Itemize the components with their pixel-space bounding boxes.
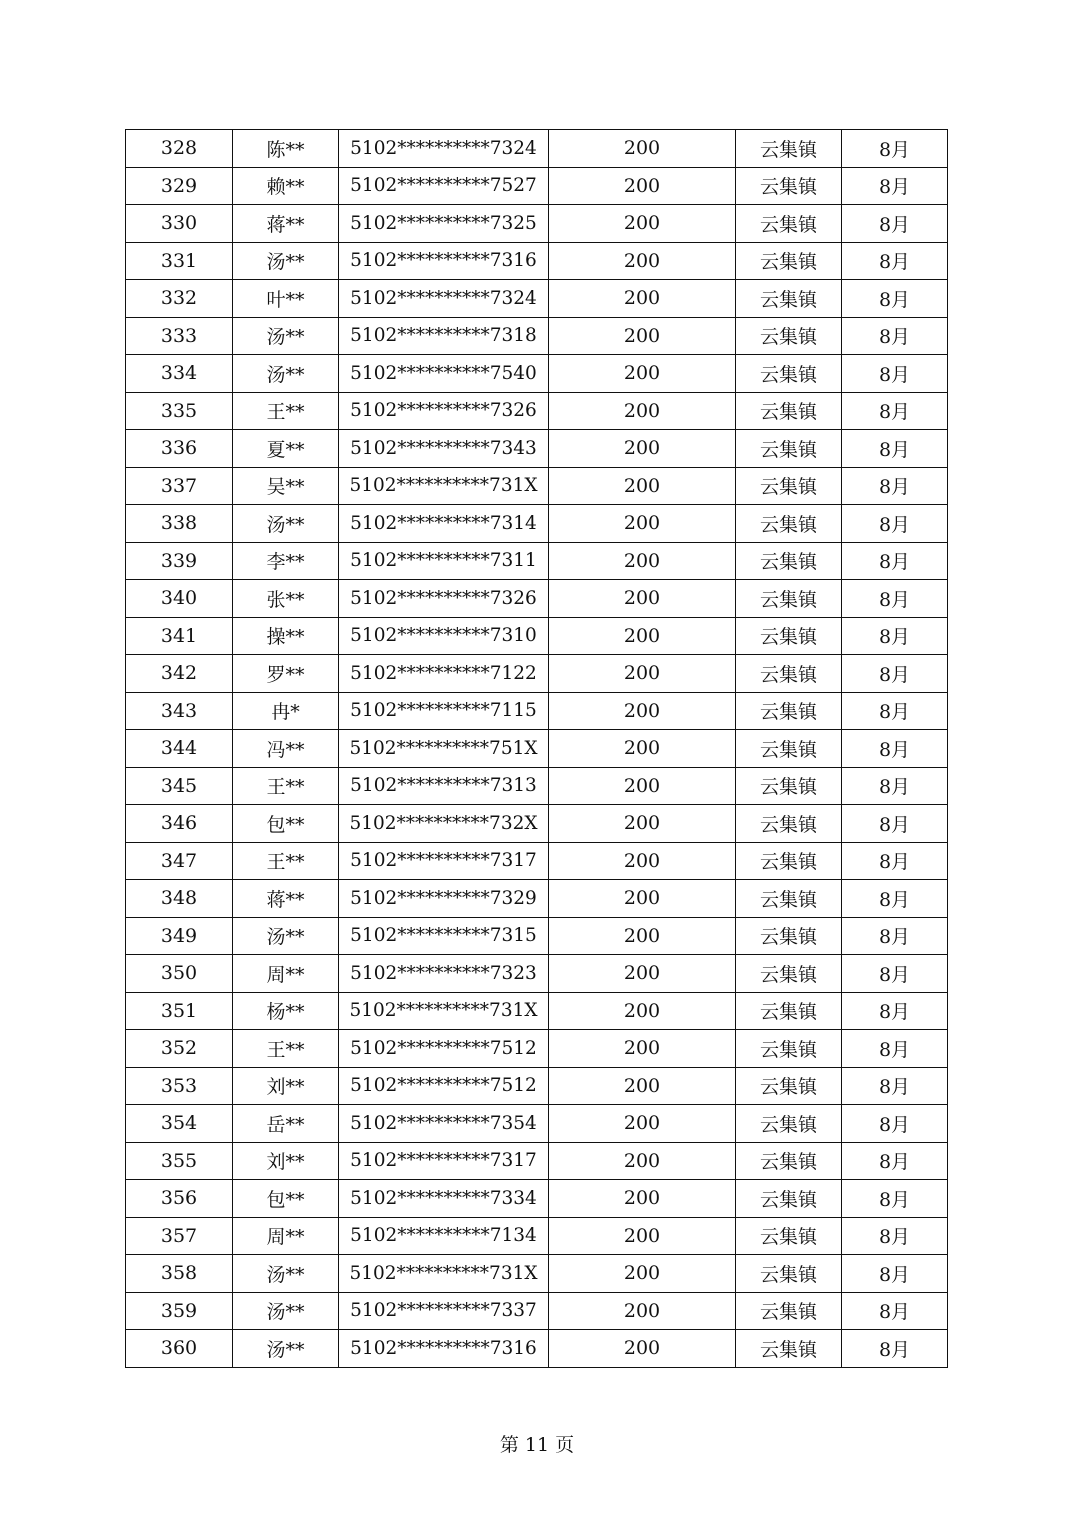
name-cell: 张**	[233, 580, 339, 618]
id-number-cell: 5102**********7329	[339, 880, 549, 918]
row-number-cell: 352	[126, 1030, 233, 1068]
town-cell: 云集镇	[736, 767, 842, 805]
month-cell: 8月	[842, 542, 948, 580]
name-cell: 汤**	[233, 242, 339, 280]
table-row	[126, 1030, 948, 1068]
row-number-cell: 351	[126, 992, 233, 1030]
id-number-cell: 5102**********7326	[339, 580, 549, 618]
row-number-cell: 336	[126, 430, 233, 468]
id-number-cell: 5102**********7316	[339, 242, 549, 280]
id-number-cell: 5102**********731X	[339, 992, 549, 1030]
town-cell: 云集镇	[736, 1030, 842, 1068]
town-cell: 云集镇	[736, 617, 842, 655]
month-cell: 8月	[842, 1142, 948, 1180]
table-row	[126, 392, 948, 430]
month-cell: 8月	[842, 1180, 948, 1218]
id-number-cell: 5102**********7314	[339, 505, 549, 543]
row-number-cell: 354	[126, 1105, 233, 1143]
name-cell: 冉*	[233, 692, 339, 730]
month-cell: 8月	[842, 655, 948, 693]
town-cell: 云集镇	[736, 542, 842, 580]
table-row	[126, 355, 948, 393]
month-cell: 8月	[842, 617, 948, 655]
name-cell: 周**	[233, 1217, 339, 1255]
town-cell: 云集镇	[736, 692, 842, 730]
id-number-cell: 5102**********7512	[339, 1067, 549, 1105]
id-number-cell: 5102**********7325	[339, 205, 549, 243]
row-number-cell: 335	[126, 392, 233, 430]
amount-cell: 200	[549, 1142, 736, 1180]
table-row	[126, 167, 948, 205]
table-row	[126, 955, 948, 993]
id-number-cell: 5102**********7512	[339, 1030, 549, 1068]
table-row	[126, 317, 948, 355]
id-number-cell: 5102**********7313	[339, 767, 549, 805]
id-number-cell: 5102**********7315	[339, 917, 549, 955]
table-row	[126, 617, 948, 655]
table-row	[126, 805, 948, 843]
town-cell: 云集镇	[736, 805, 842, 843]
month-cell: 8月	[842, 355, 948, 393]
id-number-cell: 5102**********7310	[339, 617, 549, 655]
name-cell: 王**	[233, 1030, 339, 1068]
town-cell: 云集镇	[736, 505, 842, 543]
row-number-cell: 345	[126, 767, 233, 805]
name-cell: 王**	[233, 842, 339, 880]
id-number-cell: 5102**********7316	[339, 1330, 549, 1368]
name-cell: 岳**	[233, 1105, 339, 1143]
row-number-cell: 329	[126, 167, 233, 205]
name-cell: 罗**	[233, 655, 339, 693]
page-number: 第 11 页	[499, 1434, 575, 1456]
row-number-cell: 341	[126, 617, 233, 655]
table-row	[126, 1330, 948, 1368]
table-row	[126, 505, 948, 543]
amount-cell: 200	[549, 617, 736, 655]
row-number-cell: 334	[126, 355, 233, 393]
table-row	[126, 542, 948, 580]
table-row	[126, 880, 948, 918]
month-cell: 8月	[842, 730, 948, 768]
town-cell: 云集镇	[736, 1217, 842, 1255]
id-number-cell: 5102**********731X	[339, 1255, 549, 1293]
amount-cell: 200	[549, 655, 736, 693]
month-cell: 8月	[842, 992, 948, 1030]
table-row	[126, 692, 948, 730]
row-number-cell: 339	[126, 542, 233, 580]
table-row	[126, 730, 948, 768]
id-number-cell: 5102**********7354	[339, 1105, 549, 1143]
name-cell: 汤**	[233, 317, 339, 355]
town-cell: 云集镇	[736, 205, 842, 243]
amount-cell: 200	[549, 1330, 736, 1368]
town-cell: 云集镇	[736, 1105, 842, 1143]
month-cell: 8月	[842, 842, 948, 880]
table-row	[126, 430, 948, 468]
name-cell: 刘**	[233, 1142, 339, 1180]
table-row	[126, 917, 948, 955]
amount-cell: 200	[549, 542, 736, 580]
amount-cell: 200	[549, 805, 736, 843]
name-cell: 叶**	[233, 280, 339, 318]
table-row	[126, 580, 948, 618]
month-cell: 8月	[842, 467, 948, 505]
town-cell: 云集镇	[736, 430, 842, 468]
amount-cell: 200	[549, 167, 736, 205]
name-cell: 汤**	[233, 1255, 339, 1293]
name-cell: 杨**	[233, 992, 339, 1030]
table-row	[126, 130, 948, 168]
month-cell: 8月	[842, 1067, 948, 1105]
town-cell: 云集镇	[736, 580, 842, 618]
name-cell: 吴**	[233, 467, 339, 505]
town-cell: 云集镇	[736, 842, 842, 880]
town-cell: 云集镇	[736, 167, 842, 205]
amount-cell: 200	[549, 917, 736, 955]
month-cell: 8月	[842, 280, 948, 318]
id-number-cell: 5102**********7311	[339, 542, 549, 580]
row-number-cell: 333	[126, 317, 233, 355]
id-number-cell: 5102**********732X	[339, 805, 549, 843]
table-row	[126, 280, 948, 318]
id-number-cell: 5102**********7317	[339, 1142, 549, 1180]
month-cell: 8月	[842, 130, 948, 168]
table-row	[126, 767, 948, 805]
town-cell: 云集镇	[736, 955, 842, 993]
amount-cell: 200	[549, 1292, 736, 1330]
name-cell: 王**	[233, 392, 339, 430]
amount-cell: 200	[549, 692, 736, 730]
id-number-cell: 5102**********7324	[339, 280, 549, 318]
town-cell: 云集镇	[736, 242, 842, 280]
row-number-cell: 331	[126, 242, 233, 280]
table-row	[126, 842, 948, 880]
amount-cell: 200	[549, 580, 736, 618]
town-cell: 云集镇	[736, 655, 842, 693]
month-cell: 8月	[842, 167, 948, 205]
month-cell: 8月	[842, 1105, 948, 1143]
row-number-cell: 346	[126, 805, 233, 843]
month-cell: 8月	[842, 1292, 948, 1330]
month-cell: 8月	[842, 1330, 948, 1368]
id-number-cell: 5102**********7540	[339, 355, 549, 393]
amount-cell: 200	[549, 1255, 736, 1293]
row-number-cell: 342	[126, 655, 233, 693]
row-number-cell: 353	[126, 1067, 233, 1105]
row-number-cell: 356	[126, 1180, 233, 1218]
month-cell: 8月	[842, 767, 948, 805]
row-number-cell: 357	[126, 1217, 233, 1255]
amount-cell: 200	[549, 205, 736, 243]
month-cell: 8月	[842, 392, 948, 430]
name-cell: 蒋**	[233, 880, 339, 918]
amount-cell: 200	[549, 767, 736, 805]
table-row	[126, 1067, 948, 1105]
month-cell: 8月	[842, 692, 948, 730]
id-number-cell: 5102**********7334	[339, 1180, 549, 1218]
id-number-cell: 5102**********7337	[339, 1292, 549, 1330]
amount-cell: 200	[549, 1030, 736, 1068]
amount-cell: 200	[549, 730, 736, 768]
amount-cell: 200	[549, 505, 736, 543]
amount-cell: 200	[549, 955, 736, 993]
town-cell: 云集镇	[736, 1330, 842, 1368]
amount-cell: 200	[549, 355, 736, 393]
town-cell: 云集镇	[736, 1255, 842, 1293]
table-row	[126, 1292, 948, 1330]
data-table	[125, 129, 948, 1368]
amount-cell: 200	[549, 467, 736, 505]
row-number-cell: 343	[126, 692, 233, 730]
name-cell: 王**	[233, 767, 339, 805]
town-cell: 云集镇	[736, 280, 842, 318]
amount-cell: 200	[549, 1180, 736, 1218]
name-cell: 包**	[233, 805, 339, 843]
row-number-cell: 328	[126, 130, 233, 168]
month-cell: 8月	[842, 317, 948, 355]
name-cell: 赖**	[233, 167, 339, 205]
table-row	[126, 242, 948, 280]
name-cell: 冯**	[233, 730, 339, 768]
town-cell: 云集镇	[736, 392, 842, 430]
town-cell: 云集镇	[736, 1142, 842, 1180]
row-number-cell: 347	[126, 842, 233, 880]
table-row	[126, 1180, 948, 1218]
row-number-cell: 360	[126, 1330, 233, 1368]
table-row	[126, 1105, 948, 1143]
table-row	[126, 205, 948, 243]
month-cell: 8月	[842, 917, 948, 955]
id-number-cell: 5102**********751X	[339, 730, 549, 768]
id-number-cell: 5102**********7122	[339, 655, 549, 693]
amount-cell: 200	[549, 880, 736, 918]
name-cell: 陈**	[233, 130, 339, 168]
amount-cell: 200	[549, 430, 736, 468]
amount-cell: 200	[549, 317, 736, 355]
month-cell: 8月	[842, 1030, 948, 1068]
amount-cell: 200	[549, 280, 736, 318]
month-cell: 8月	[842, 205, 948, 243]
name-cell: 周**	[233, 955, 339, 993]
name-cell: 李**	[233, 542, 339, 580]
row-number-cell: 350	[126, 955, 233, 993]
amount-cell: 200	[549, 242, 736, 280]
table-row	[126, 1217, 948, 1255]
town-cell: 云集镇	[736, 992, 842, 1030]
town-cell: 云集镇	[736, 1067, 842, 1105]
town-cell: 云集镇	[736, 880, 842, 918]
amount-cell: 200	[549, 992, 736, 1030]
id-number-cell: 5102**********7318	[339, 317, 549, 355]
name-cell: 操**	[233, 617, 339, 655]
town-cell: 云集镇	[736, 467, 842, 505]
name-cell: 刘**	[233, 1067, 339, 1105]
row-number-cell: 330	[126, 205, 233, 243]
month-cell: 8月	[842, 505, 948, 543]
town-cell: 云集镇	[736, 730, 842, 768]
month-cell: 8月	[842, 1255, 948, 1293]
row-number-cell: 344	[126, 730, 233, 768]
table-row	[126, 655, 948, 693]
name-cell: 汤**	[233, 917, 339, 955]
id-number-cell: 5102**********7323	[339, 955, 549, 993]
table-row	[126, 1142, 948, 1180]
month-cell: 8月	[842, 430, 948, 468]
town-cell: 云集镇	[736, 317, 842, 355]
month-cell: 8月	[842, 955, 948, 993]
month-cell: 8月	[842, 1217, 948, 1255]
row-number-cell: 340	[126, 580, 233, 618]
id-number-cell: 5102**********7115	[339, 692, 549, 730]
town-cell: 云集镇	[736, 917, 842, 955]
name-cell: 蒋**	[233, 205, 339, 243]
amount-cell: 200	[549, 130, 736, 168]
row-number-cell: 359	[126, 1292, 233, 1330]
town-cell: 云集镇	[736, 130, 842, 168]
name-cell: 汤**	[233, 1330, 339, 1368]
id-number-cell: 5102**********7343	[339, 430, 549, 468]
row-number-cell: 337	[126, 467, 233, 505]
row-number-cell: 358	[126, 1255, 233, 1293]
amount-cell: 200	[549, 1217, 736, 1255]
name-cell: 汤**	[233, 1292, 339, 1330]
row-number-cell: 348	[126, 880, 233, 918]
name-cell: 夏**	[233, 430, 339, 468]
amount-cell: 200	[549, 842, 736, 880]
amount-cell: 200	[549, 1105, 736, 1143]
table-row	[126, 992, 948, 1030]
id-number-cell: 5102**********7326	[339, 392, 549, 430]
row-number-cell: 349	[126, 917, 233, 955]
month-cell: 8月	[842, 580, 948, 618]
id-number-cell: 5102**********7134	[339, 1217, 549, 1255]
name-cell: 汤**	[233, 505, 339, 543]
table-row	[126, 467, 948, 505]
table-body	[126, 130, 948, 1368]
id-number-cell: 5102**********7317	[339, 842, 549, 880]
row-number-cell: 332	[126, 280, 233, 318]
town-cell: 云集镇	[736, 1292, 842, 1330]
amount-cell: 200	[549, 1067, 736, 1105]
month-cell: 8月	[842, 805, 948, 843]
row-number-cell: 338	[126, 505, 233, 543]
name-cell: 汤**	[233, 355, 339, 393]
month-cell: 8月	[842, 242, 948, 280]
id-number-cell: 5102**********731X	[339, 467, 549, 505]
town-cell: 云集镇	[736, 1180, 842, 1218]
id-number-cell: 5102**********7324	[339, 130, 549, 168]
id-number-cell: 5102**********7527	[339, 167, 549, 205]
month-cell: 8月	[842, 880, 948, 918]
row-number-cell: 355	[126, 1142, 233, 1180]
amount-cell: 200	[549, 392, 736, 430]
table-row	[126, 1255, 948, 1293]
town-cell: 云集镇	[736, 355, 842, 393]
name-cell: 包**	[233, 1180, 339, 1218]
